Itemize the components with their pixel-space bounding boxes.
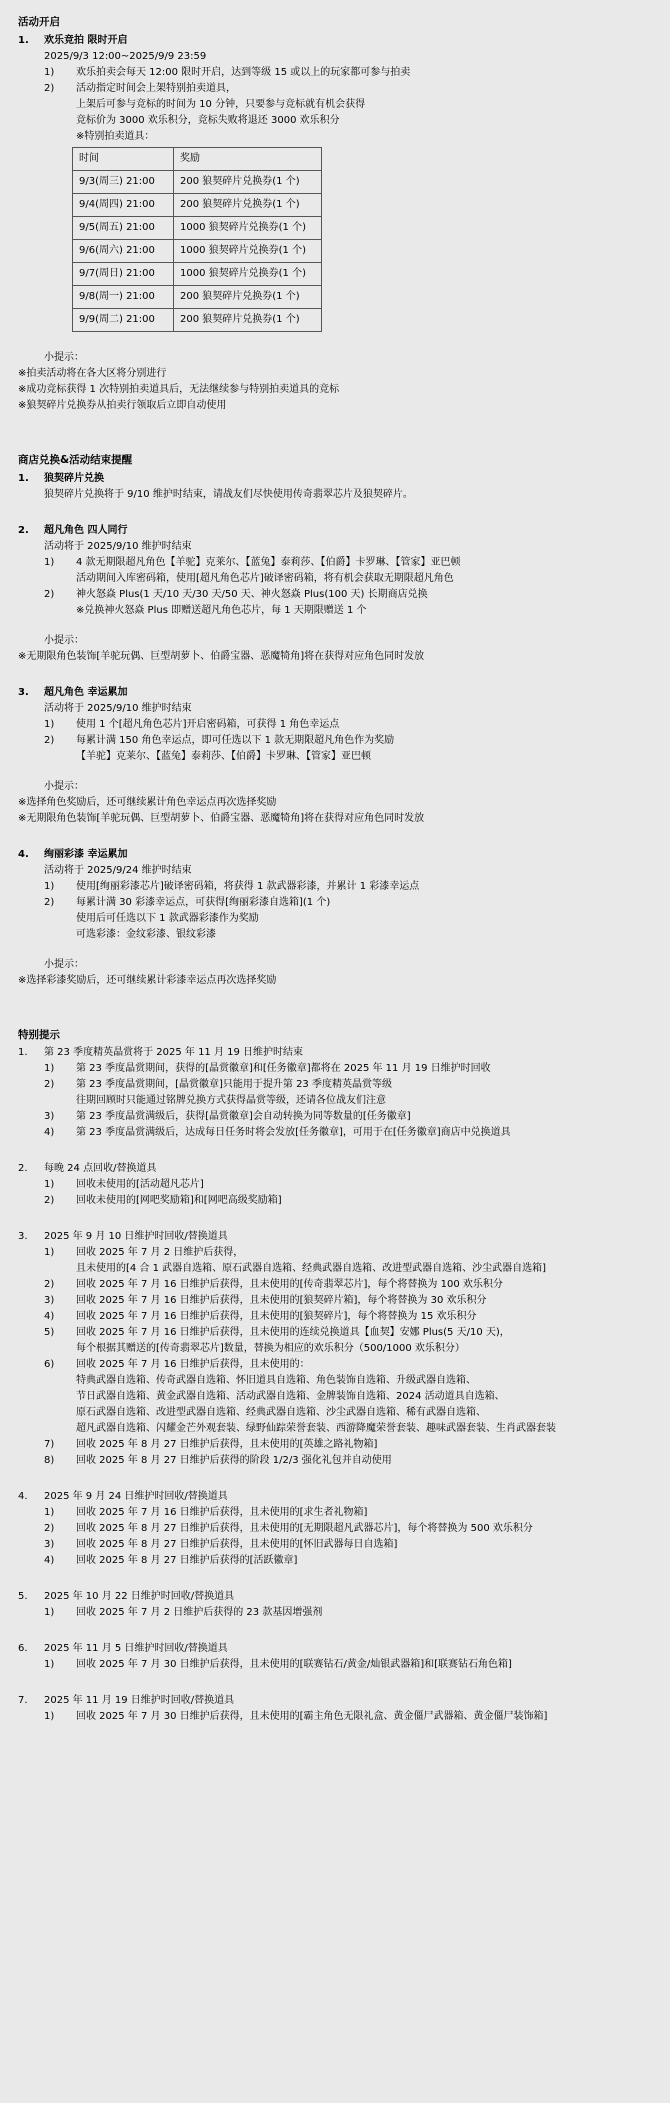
sub-item xyxy=(44,81,652,145)
table-header-cell: 时间 xyxy=(73,147,174,170)
text-line: 使用后可任选以下 1 款武器彩漆作为奖励 xyxy=(76,912,259,924)
main-item-heading xyxy=(18,33,652,49)
sub-item xyxy=(44,895,652,943)
text-line: 往期回顾时只能通过铭牌兑换方式获得晶赏等级，还请各位战友们注意 xyxy=(76,1095,386,1107)
tip-line: ※选择彩漆奖励后，还可继续累计彩漆幸运点再次选择奖励 xyxy=(18,974,277,986)
text-line: 活动期间入库密码箱，使用[超凡角色芯片]破译密码箱，将有机会获取无期限超凡角色 xyxy=(76,572,454,584)
sub-number: 1) xyxy=(44,1607,55,1619)
tips-title: 小提示： xyxy=(44,780,84,792)
table-cell: 9/5(周五) 21:00 xyxy=(73,216,174,239)
text-line: 回收 2025 年 7 月 30 日维护后获得，且未使用的[霸主角色无限礼盒、黄金僵尸武器箱、黄金僵尸装饰箱] xyxy=(76,1711,548,1723)
item-body xyxy=(18,1657,652,1673)
main-item-heading xyxy=(18,1045,652,1061)
text-line: 活动指定时间会上架特别拍卖道具， xyxy=(76,82,236,94)
table-cell: 1000 狼契碎片兑换券(1 个) xyxy=(174,216,322,239)
tip-line: ※无期限角色装饰[羊驼玩偶、巨型胡萝卜、伯爵宝器、恶魔犄角]将在获得对应角色同时发放 xyxy=(18,650,425,662)
text-line: 回收 2025 年 8 月 27 日维护后获得，且未使用的[英雄之路礼物箱] xyxy=(76,1439,378,1451)
text-line: 节日武器自选箱、黄金武器自选箱、活动武器自选箱、金牌装饰自选箱、2024 活动道具自选箱、 xyxy=(76,1391,505,1403)
main-item-heading xyxy=(18,1641,652,1657)
text-line: 每个根据其赠送的[传奇翡翠芯片]数量，替换为相应的欢乐积分（500/1000 欢乐积分） xyxy=(76,1343,465,1355)
table-cell: 1000 狼契碎片兑换券(1 个) xyxy=(174,239,322,262)
item-body xyxy=(18,1245,652,1469)
text-line: 回收未使用的[网吧奖励箱]和[网吧高级奖励箱] xyxy=(76,1195,282,1207)
tips-title: 小提示： xyxy=(44,351,84,363)
section-shop-reminder xyxy=(18,452,652,989)
sub-number: 1) xyxy=(44,1659,55,1671)
table-cell: 200 狼契碎片兑换券(1 个) xyxy=(174,308,322,331)
text-line: 【羊驼】克莱尔、【蓝兔】泰莉莎、【伯爵】卡罗琳、【管家】亚巴顿 xyxy=(76,750,371,762)
item-title: 第 23 季度精英晶赏将于 2025 年 11 月 19 日维护时结束 xyxy=(44,1047,304,1059)
sub-item xyxy=(44,1177,652,1193)
sub-number: 1) xyxy=(44,1507,55,1519)
text-line: 第 23 季度晶赏期间，获得的[晶赏徽章]和[任务徽章]都将在 2025 年 11 月 19 日维护时回收 xyxy=(76,1063,491,1075)
sub-item xyxy=(44,879,652,895)
item-title: 狼契碎片兑换 xyxy=(44,472,104,484)
table-header-cell: 奖励 xyxy=(174,147,322,170)
main-item-heading xyxy=(18,471,652,487)
sub-item xyxy=(44,733,652,765)
text-line: 回收 2025 年 8 月 27 日维护后获得，且未使用的[无期限超凡武器芯片]，每个将替换为 500 欢乐积分 xyxy=(76,1523,533,1535)
sub-item xyxy=(44,1061,652,1077)
sub-number: 1) xyxy=(44,66,55,78)
item-body xyxy=(18,539,652,649)
text-line: 特典武器自选箱、传奇武器自选箱、怀旧道具自选箱、角色装饰自选箱、升级武器自选箱、 xyxy=(76,1375,476,1387)
sub-item xyxy=(44,1077,652,1109)
sub-number: 1) xyxy=(44,718,55,730)
sub-item xyxy=(44,1109,652,1125)
sub-number: 1) xyxy=(44,1179,55,1191)
text-line: 使用[绚丽彩漆芯片]破译密码箱，将获得 1 款武器彩漆，并累计 1 彩漆幸运点 xyxy=(76,880,420,892)
text-line: ※特别拍卖道具： xyxy=(76,130,155,142)
item-title: 2025 年 9 月 10 日维护时回收/替换道具 xyxy=(44,1231,228,1243)
sub-number: 1) xyxy=(44,880,55,892)
sub-number: 2) xyxy=(44,82,55,94)
text-line: 回收 2025 年 7 月 16 日维护后获得，且未使用的[狼契碎片箱]，每个将替换为 30 欢乐积分 xyxy=(76,1295,487,1307)
table-cell: 200 狼契碎片兑换券(1 个) xyxy=(174,285,322,308)
sub-item xyxy=(44,1193,652,1209)
table-cell: 9/7(周日) 21:00 xyxy=(73,262,174,285)
sub-item xyxy=(44,1293,652,1309)
item-title: 超凡角色 幸运累加 xyxy=(44,686,128,698)
table-row xyxy=(73,239,322,262)
text-line: 第 23 季度晶赏满级后，达成每日任务时将会发放[任务徽章]，可用于在[任务徽章]商店中兑换道具 xyxy=(76,1127,511,1139)
table-cell: 200 狼契碎片兑换券(1 个) xyxy=(174,193,322,216)
item-number: 1. xyxy=(18,472,29,484)
item-body xyxy=(18,701,652,795)
sub-item xyxy=(44,1537,652,1553)
tips-title: 小提示： xyxy=(44,634,84,646)
sub-item xyxy=(44,587,652,619)
intro-line: 活动将于 2025/9/10 维护时结束 xyxy=(44,540,192,552)
tip-line: ※选择角色奖励后，还可继续累计角色幸运点再次选择奖励 xyxy=(18,796,277,808)
sub-item xyxy=(44,1437,652,1453)
table-cell: 9/9(周二) 21:00 xyxy=(73,308,174,331)
main-item-heading xyxy=(18,1161,652,1177)
table-cell: 1000 狼契碎片兑换券(1 个) xyxy=(174,262,322,285)
text-line: 回收未使用的[活动超凡芯片] xyxy=(76,1179,204,1191)
section-special-notice xyxy=(18,1027,652,1726)
tip-line: ※狼契碎片兑换券从拍卖行领取后立即自动使用 xyxy=(18,399,227,411)
auction-prize-table xyxy=(72,147,322,332)
main-item-heading xyxy=(18,1589,652,1605)
sub-item xyxy=(44,1709,652,1725)
sub-item xyxy=(44,1277,652,1293)
item-number: 4. xyxy=(18,848,29,860)
sub-number: 2) xyxy=(44,1279,55,1291)
text-line: 回收 2025 年 7 月 30 日维护后获得，且未使用的[联赛钻石/黄金/灿银武器箱]和[联赛钻石角色箱] xyxy=(76,1659,512,1671)
text-line: 狼契碎片兑换将于 9/10 维护时结束，请战友们尽快使用传奇翡翠芯片及狼契碎片。 xyxy=(44,488,413,500)
item-body xyxy=(18,1177,652,1209)
main-item-heading xyxy=(18,1489,652,1505)
activity-date: 2025/9/3 12:00~2025/9/9 23:59 xyxy=(44,50,207,62)
item-number: 5. xyxy=(18,1591,28,1603)
table-row xyxy=(73,262,322,285)
item-body xyxy=(18,49,652,366)
sub-item xyxy=(44,1453,652,1469)
text-line: 回收 2025 年 7 月 16 日维护后获得，且未使用的： xyxy=(76,1359,310,1371)
sub-number: 3) xyxy=(44,1539,55,1551)
text-line: 回收 2025 年 7 月 2 日维护后获得， xyxy=(76,1247,244,1259)
sub-number: 2) xyxy=(44,1523,55,1535)
sub-number: 1) xyxy=(44,1063,55,1075)
intro-line: 活动将于 2025/9/24 维护时结束 xyxy=(44,864,192,876)
text-line: 上架后可参与竞标的时间为 10 分钟，只要参与竞标就有机会获得 xyxy=(76,98,366,110)
item-number: 6. xyxy=(18,1643,28,1655)
main-item-heading xyxy=(18,685,652,701)
text-line: 回收 2025 年 8 月 27 日维护后获得，且未使用的[怀旧武器每日自选箱] xyxy=(76,1539,398,1551)
text-line: 4 款无期限超凡角色【羊驼】克莱尔、【蓝兔】泰莉莎、【伯爵】卡罗琳、【管家】亚巴顿 xyxy=(76,556,461,568)
item-body xyxy=(18,1505,652,1569)
main-item-heading xyxy=(18,1229,652,1245)
item-title: 2025 年 10 月 22 日维护时回收/替换道具 xyxy=(44,1591,235,1603)
text-line: 使用 1 个[超凡角色芯片]开启密码箱，可获得 1 角色幸运点 xyxy=(76,718,340,730)
item-body xyxy=(18,487,652,503)
sub-number: 2) xyxy=(44,734,55,746)
item-number: 3. xyxy=(18,686,29,698)
item-number: 7. xyxy=(18,1695,28,1707)
item-title: 欢乐竞拍 限时开启 xyxy=(44,34,128,46)
table-row xyxy=(73,193,322,216)
table-row xyxy=(73,170,322,193)
sub-number: 7) xyxy=(44,1439,55,1451)
sub-number: 3) xyxy=(44,1295,55,1307)
text-line: 每累计满 150 角色幸运点，即可任选以下 1 款无期限超凡角色作为奖励 xyxy=(76,734,395,746)
sub-item xyxy=(44,1553,652,1569)
table-cell: 9/8(周一) 21:00 xyxy=(73,285,174,308)
text-line: 且未使用的[4 合 1 武器自选箱、原石武器自选箱、经典武器自选箱、改进型武器自选箱、沙尘武器自选箱] xyxy=(76,1263,547,1275)
sub-number: 4) xyxy=(44,1555,55,1567)
item-title: 2025 年 11 月 19 日维护时回收/替换道具 xyxy=(44,1695,235,1707)
section-title: 活动开启 xyxy=(18,16,60,28)
text-line: 第 23 季度晶赏满级后，获得[晶赏徽章]会自动转换为同等数量的[任务徽章] xyxy=(76,1111,411,1123)
section-title: 特别提示 xyxy=(18,1028,60,1041)
text-line: 第 23 季度晶赏期间，[晶赏徽章]只能用于提升第 23 季度精英晶赏等级 xyxy=(76,1079,392,1091)
item-number: 1. xyxy=(18,34,29,46)
item-body xyxy=(18,1605,652,1621)
sub-number: 4) xyxy=(44,1127,55,1139)
item-body xyxy=(18,1709,652,1725)
text-line: 超凡武器自选箱、闪耀金芒外观套装、绿野仙踪荣誉套装、西游降魔荣誉套装、趣味武器套装、生肖武器套装 xyxy=(76,1423,556,1435)
section-title: 商店兑换&活动结束提醒 xyxy=(18,453,133,466)
sub-number: 1) xyxy=(44,1247,55,1259)
sub-item xyxy=(44,555,652,587)
main-item-heading xyxy=(18,1693,652,1709)
item-body xyxy=(18,1061,652,1141)
item-number: 1. xyxy=(18,1047,28,1059)
sub-item xyxy=(44,1505,652,1521)
sub-item xyxy=(44,65,652,81)
sub-number: 2) xyxy=(44,588,55,600)
sub-number: 2) xyxy=(44,1195,55,1207)
table-cell: 200 狼契碎片兑换券(1 个) xyxy=(174,170,322,193)
text-line: 原石武器自选箱、改进型武器自选箱、经典武器自选箱、沙尘武器自选箱、稀有武器自选箱、 xyxy=(76,1407,486,1419)
table-row xyxy=(73,285,322,308)
sub-item xyxy=(44,717,652,733)
sub-item xyxy=(44,1245,652,1277)
sub-number: 2) xyxy=(44,896,55,908)
item-title: 2025 年 11 月 5 日维护时回收/替换道具 xyxy=(44,1643,228,1655)
text-line: 竞标价为 3000 欢乐积分，竞标失败将退还 3000 欢乐积分 xyxy=(76,114,340,126)
tips-title: 小提示： xyxy=(44,958,84,970)
sub-item xyxy=(44,1521,652,1537)
tip-line: ※拍卖活动将在各大区将分别进行 xyxy=(18,367,167,379)
sub-item xyxy=(44,1309,652,1325)
sub-number: 4) xyxy=(44,1311,55,1323)
text-line: ※兑换神火怒焱 Plus 即赠送超凡角色芯片，每 1 天期限赠送 1 个 xyxy=(76,604,367,616)
table-cell: 9/3(周三) 21:00 xyxy=(73,170,174,193)
sub-item xyxy=(44,1357,652,1437)
section-activity-start xyxy=(18,14,652,414)
item-body xyxy=(18,863,652,973)
text-line: 回收 2025 年 8 月 27 日维护后获得的阶段 1/2/3 强化礼包并自动使用 xyxy=(76,1455,392,1467)
text-line: 回收 2025 年 7 月 16 日维护后获得，且未使用的[狼契碎片]，每个将替换为 15 欢乐积分 xyxy=(76,1311,477,1323)
table-cell: 9/6(周六) 21:00 xyxy=(73,239,174,262)
table-header-row xyxy=(73,147,322,170)
intro-line: 活动将于 2025/9/10 维护时结束 xyxy=(44,702,192,714)
table-row xyxy=(73,308,322,331)
item-title: 超凡角色 四人同行 xyxy=(44,524,128,536)
sub-number: 5) xyxy=(44,1327,55,1339)
table-cell: 9/4(周四) 21:00 xyxy=(73,193,174,216)
sub-number: 1) xyxy=(44,556,55,568)
item-title: 每晚 24 点回收/替换道具 xyxy=(44,1163,157,1175)
item-title: 绚丽彩漆 幸运累加 xyxy=(44,848,128,860)
text-line: 回收 2025 年 7 月 2 日维护后获得的 23 款基因增强剂 xyxy=(76,1607,323,1619)
text-line: 回收 2025 年 8 月 27 日维护后获得的[活跃徽章] xyxy=(76,1555,298,1567)
text-line: 神火怒焱 Plus(1 天/10 天/30 天/50 天、神火怒焱 Plus(100 天) 长期商店兑换 xyxy=(76,588,428,600)
sub-item xyxy=(44,1657,652,1673)
tip-line: ※无期限角色装饰[羊驼玩偶、巨型胡萝卜、伯爵宝器、恶魔犄角]将在获得对应角色同时发放 xyxy=(18,812,425,824)
item-title: 2025 年 9 月 24 日维护时回收/替换道具 xyxy=(44,1491,228,1503)
text-line: 每累计满 30 彩漆幸运点，可获得[绚丽彩漆自选箱](1 个) xyxy=(76,896,331,908)
sub-item xyxy=(44,1325,652,1357)
sub-number: 3) xyxy=(44,1111,55,1123)
sub-number: 1) xyxy=(44,1711,55,1723)
sub-number: 2) xyxy=(44,1079,55,1091)
item-number: 4. xyxy=(18,1491,28,1503)
sub-item xyxy=(44,1605,652,1621)
tip-line: ※成功竞标获得 1 次特别拍卖道具后，无法继续参与特别拍卖道具的竞标 xyxy=(18,383,340,395)
item-number: 3. xyxy=(18,1231,28,1243)
sub-number: 6) xyxy=(44,1359,55,1371)
item-number: 2. xyxy=(18,524,29,536)
text-line: 回收 2025 年 7 月 16 日维护后获得，且未使用的连续兑换道具【血契】安娜 Plus(5 天/10 天)， xyxy=(76,1327,510,1339)
text-line: 回收 2025 年 7 月 16 日维护后获得，且未使用的[求生者礼物箱] xyxy=(76,1507,368,1519)
text-line: 可选彩漆：金纹彩漆、银纹彩漆 xyxy=(76,928,216,940)
text-line: 欢乐拍卖会每天 12:00 限时开启，达到等级 15 或以上的玩家都可参与拍卖 xyxy=(76,66,411,78)
main-item-heading xyxy=(18,847,652,863)
item-number: 2. xyxy=(18,1163,28,1175)
text-line: 回收 2025 年 7 月 16 日维护后获得，且未使用的[传奇翡翠芯片]，每个将替换为 100 欢乐积分 xyxy=(76,1279,503,1291)
sub-number: 8) xyxy=(44,1455,55,1467)
sub-item xyxy=(44,1125,652,1141)
table-row xyxy=(73,216,322,239)
main-item-heading xyxy=(18,523,652,539)
